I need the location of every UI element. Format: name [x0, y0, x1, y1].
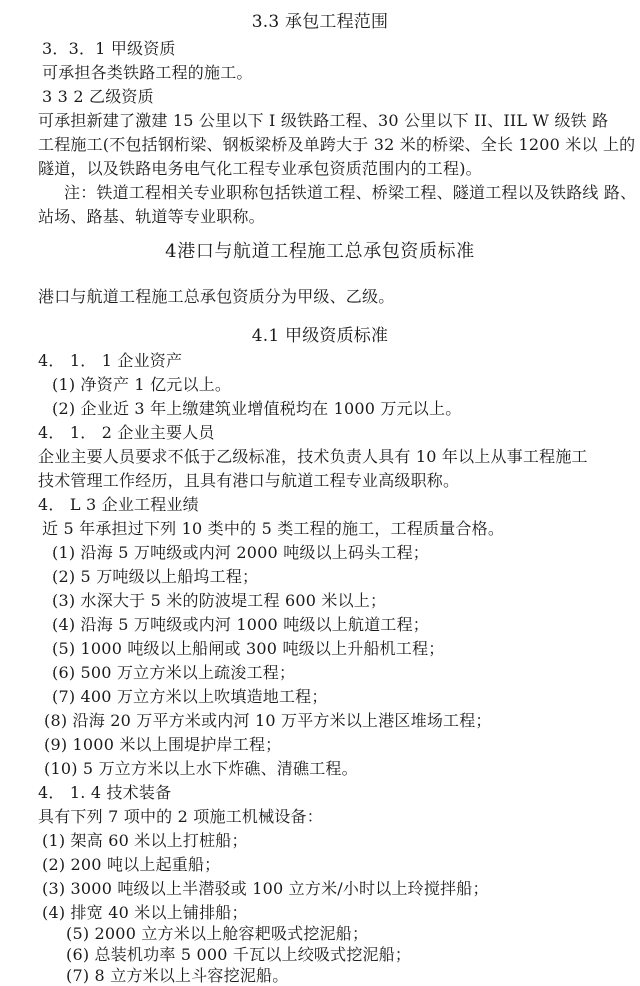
performance-item: (7) 400 万立方米以上吹填造地工程；	[52, 687, 328, 706]
equipment-label: 4． 1. 4 技术装备	[38, 783, 172, 802]
section-4-title: 4港口与航道工程施工总承包资质标准	[165, 241, 475, 262]
equipment-item: (2) 200 吨以上起重船；	[42, 855, 221, 874]
note-line-2: 站场、路基、轨道等专业职称。	[38, 207, 265, 226]
personnel-text-line-1: 企业主要人员要求不低于乙级标准，技术负责人具有 10 年以上从事工程施工	[38, 447, 588, 466]
assets-item-2: (2) 企业近 3 年上缴建筑业增值税均在 1000 万元以上。	[52, 399, 462, 418]
assets-label: 4． 1． 1 企业资产	[38, 351, 183, 370]
section-4-intro: 港口与航道工程施工总承包资质分为甲级、乙级。	[38, 287, 395, 306]
performance-item: (1) 沿海 5 万吨级或内河 2000 吨级以上码头工程；	[52, 543, 429, 562]
equipment-item: (7) 8 立方米以上斗容挖泥船。	[66, 966, 289, 985]
equipment-item: (4) 排宽 40 米以上铺排船；	[42, 903, 248, 922]
equipment-intro: 具有下列 7 项中的 2 项施工机械设备：	[38, 807, 323, 826]
grade-a-label: 3．3．1 甲级资质	[42, 39, 176, 58]
performance-intro: 近 5 年承担过下列 10 类中的 5 类工程的施工，工程质量合格。	[42, 519, 505, 538]
performance-item: (2) 5 万吨级以上船坞工程；	[52, 567, 259, 586]
performance-item: (3) 水深大于 5 米的防波堤工程 600 米以上；	[52, 591, 387, 610]
personnel-text-line-2: 技术管理工作经历，且具有港口与航道工程专业高级职称。	[38, 471, 460, 490]
performance-item: (10) 5 万立方米以上水下炸礁、清礁工程。	[44, 759, 358, 778]
equipment-item: (1) 架高 60 米以上打桩船；	[42, 831, 248, 850]
performance-item: (8) 沿海 20 万平方米或内河 10 万平方米以上港区堆场工程；	[44, 711, 492, 730]
equipment-item: (3) 3000 吨级以上半潜驳或 100 立方米/小时以上玲搅拌船；	[42, 879, 489, 898]
grade-b-text-line-3: 隧道，以及铁路电务电气化工程专业承包资质范围内的工程)。	[38, 159, 482, 178]
grade-b-text-line-2: 工程施工(不包括钢桁梁、钢板梁桥及单跨大于 32 米的桥梁、全长 1200 米以 上的	[38, 135, 636, 154]
grade-b-label: 3 3 2 乙级资质	[42, 87, 154, 106]
grade-b-text-line-1: 可承担新建了激建 15 公里以下 I 级铁路工程、30 公里以下 II、IIL W 级铁 路	[38, 111, 609, 130]
section-3-3-title: 3.3 承包工程范围	[251, 12, 389, 32]
equipment-item: (5) 2000 立方米以上舱容耙吸式挖泥船；	[66, 924, 369, 943]
assets-item-1: (1) 净资产 1 亿元以上。	[52, 375, 232, 394]
performance-item: (6) 500 万立方米以上疏浚工程；	[52, 663, 296, 682]
grade-a-text: 可承担各类铁路工程的施工。	[42, 63, 253, 82]
performance-item: (4) 沿海 5 万吨级或内河 1000 吨级以上航道工程；	[52, 615, 429, 634]
personnel-label: 4． 1． 2 企业主要人员	[38, 423, 215, 442]
section-4-1-title: 4.1 甲级资质标准	[251, 326, 389, 346]
performance-item: (9) 1000 米以上围堤护岸工程；	[44, 735, 282, 754]
performance-label: 4． L 3 企业工程业绩	[38, 495, 199, 514]
performance-item: (5) 1000 吨级以上船闸或 300 吨级以上升船机工程；	[52, 639, 445, 658]
note-line-1: 注：铁道工程相关专业职称包括铁道工程、桥梁工程、隧道工程以及铁路线 路、	[64, 183, 637, 202]
equipment-item: (6) 总装机功率 5 000 千瓦以上绞吸式挖泥船；	[66, 945, 412, 964]
